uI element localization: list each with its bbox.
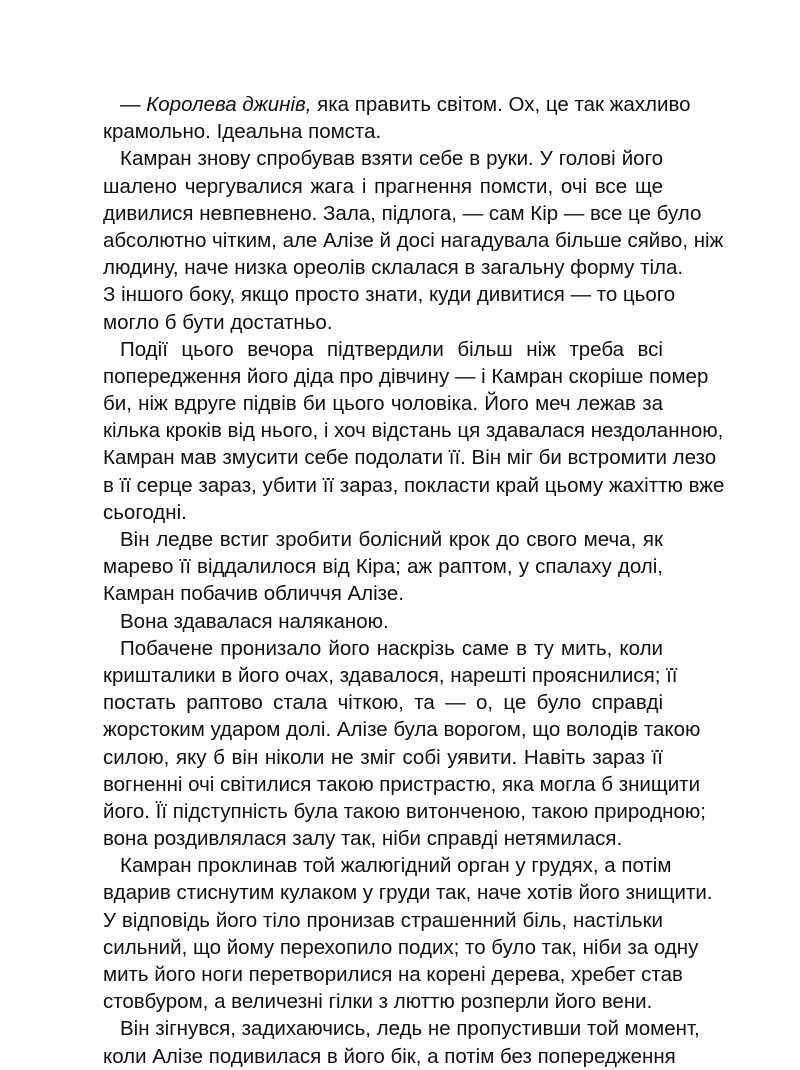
line-rest: яка править світом. Ох, це так жахливо	[311, 93, 691, 116]
text-line: Камран проклинав той жалюгідний орган у грудях, а потім	[120, 854, 672, 878]
text-line: стовбуром, а величезні гілки з люттю розперли його вени.	[103, 990, 653, 1014]
text-line	[103, 91, 691, 118]
text-line: кришталики в його очах, здавалося, нарешті прояснилися; її	[103, 663, 678, 687]
text-line: вдарив стиснутим кулаком у груди так, наче хотів його знищити.	[103, 881, 713, 905]
text-line: дивилися невпевнено. Зала, підлога, — сам Кір — все це було	[103, 201, 702, 225]
text-line: Він ледве встиг зробити болісний крок до свого меча, як	[120, 528, 663, 551]
text-line: би, ніж вдруге підвів би цього чоловіка. Його меч лежав за	[103, 392, 663, 416]
text-line: З іншого боку, якщо просто знати, куди дивитися — то цього	[103, 283, 676, 307]
text-line: могло б бути достатньо.	[103, 310, 333, 334]
text-line: У відповідь його тіло пронизав страшенний біль, настільки	[103, 908, 663, 932]
text-line: Побачене пронизало його наскрізь саме в ту мить, коли	[120, 636, 663, 660]
body-text	[103, 91, 725, 1070]
text-line: Він зігнувся, задихаючись, ледь не пропустивши той момент,	[120, 1017, 700, 1041]
text-line: Вона здавалася наляканою.	[120, 609, 389, 633]
text-line: вогненні очі світилися такою пристрастю, яка могла б знищити	[103, 772, 701, 796]
text-line: вона роздивлялася залу так, ніби справді нетямилася.	[103, 827, 623, 851]
text-line: силою, яку б він ніколи не зміг собі уявити. Навіть зараз її	[103, 745, 663, 769]
text-line: шалено чергувалися жага і прагнення помсти, очі все ще	[103, 174, 663, 198]
text-line: кілька кроків від нього, і хоч відстань ця здавалася нездоланною,	[103, 419, 724, 443]
text-line: абсолютно чітким, але Алізе й досі нагадувала більше сяйво, ніж	[103, 228, 724, 252]
text-line: в її серце зараз, убити її зараз, покласти край цьому жахіттю вже	[103, 473, 725, 497]
text-line: Камран знову спробував взяти себе в руки. У голові його	[120, 147, 663, 171]
text-line: Камран побачив обличчя Алізе.	[103, 582, 404, 606]
text-line: людину, наче низка ореолів склалася в загальну форму тіла.	[103, 256, 684, 280]
text-line: постать раптово стала чіткою, та — о, це було справді	[103, 691, 663, 715]
italic-phrase: Королева джинів,	[146, 93, 312, 116]
text-line: Події цього вечора підтвердили більш ніж треба всі	[120, 337, 663, 361]
text-line: його. Її підступність була такою витонченою, такою природною;	[103, 799, 706, 823]
text-line: Камран мав змусити себе подолати її. Він міг би встромити лезо	[103, 446, 717, 470]
text-line: крамольно. Ідеальна помста.	[103, 120, 382, 144]
text-line: попередження його діда про дівчину — і Камран скоріше помер	[103, 364, 709, 388]
dash: —	[120, 93, 147, 116]
text-line: коли Алізе подивилася в його бік, а потім без попередження	[103, 1044, 676, 1068]
text-line: сильний, що йому перехопило подих; то було так, ніби за одну	[103, 935, 699, 959]
text-line: мить його ноги перетворилися на корені дерева, хребет став	[103, 963, 683, 986]
text-line: марево її віддалилося від Кіра; аж раптом, у спалаху долі,	[103, 555, 663, 579]
text-line: жорстоким ударом долі. Алізе була ворогом, що володів такою	[103, 718, 701, 742]
text-line: сьогодні.	[103, 500, 187, 524]
